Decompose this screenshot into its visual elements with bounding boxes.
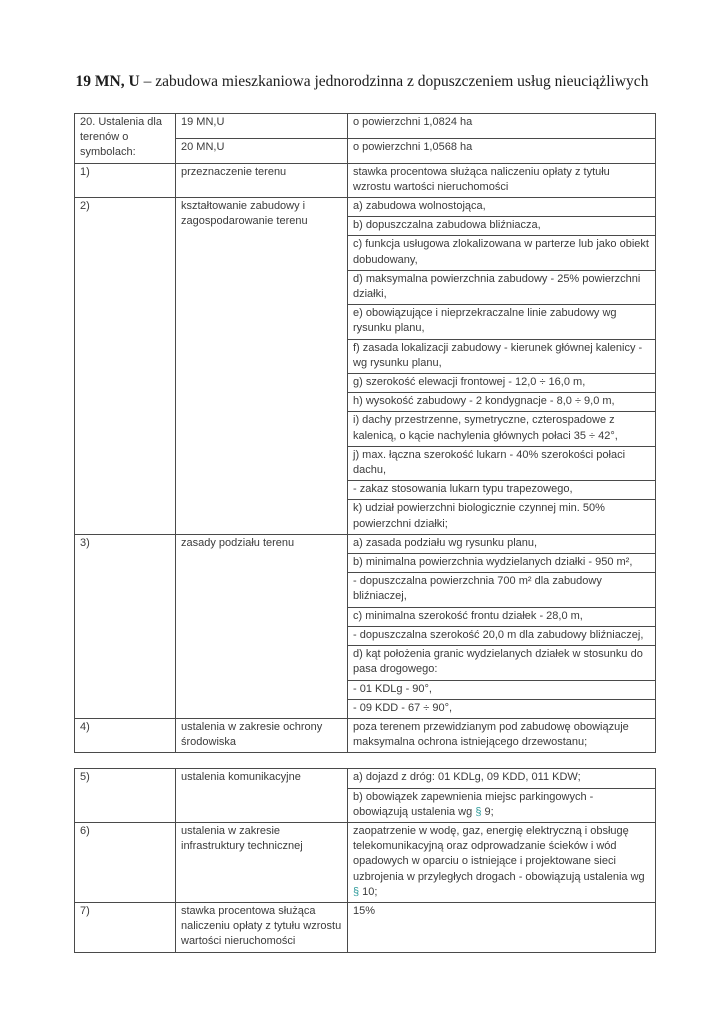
row-number: 4)	[75, 718, 176, 752]
page-title-symbol: 19 MN, U	[75, 73, 140, 90]
regulation-text: 9;	[481, 805, 494, 818]
regulation-item: - zakaz stosowania lukarn typu trapezowego,	[348, 481, 656, 500]
table-row-1	[75, 163, 656, 197]
regulation-item: - dopuszczalna powierzchnia 700 m² dla zabudowy bliźniaczej,	[348, 573, 656, 607]
row-number: 7)	[75, 902, 176, 952]
table-row-7	[75, 902, 656, 952]
row-number: 1)	[75, 163, 176, 197]
row-label: stawka procentowa służąca naliczeniu opłaty z tytułu wzrostu wartości nieruchomości	[176, 902, 348, 952]
regulation-item: k) udział powierzchni biologicznie czynnej min. 50% powierzchni działki;	[348, 500, 656, 534]
terrain-area-cell: o powierzchni 1,0568 ha	[348, 138, 656, 163]
regulation-text: zaopatrzenie w wodę, gaz, energię elektryczną i obsługę telekomunikacyjną oraz odprowadzanie ścieków i wód opadowych w oparciu o istniejące i projektowane sieci uzbrojenia w przyległych drogach - obowiązują ustalenia wg	[353, 824, 645, 883]
terrain-area-cell: o powierzchni 1,0824 ha	[348, 114, 656, 139]
regulation-text: 10;	[359, 885, 378, 898]
row-number: 6)	[75, 822, 176, 902]
regulation-item: a) zasada podziału wg rysunku planu,	[348, 534, 656, 553]
row-label: ustalenia w zakresie ochrony środowiska	[176, 718, 348, 752]
regulation-item: b) minimalna powierzchnia wydzielanych działki - 950 m²,	[348, 554, 656, 573]
row-content	[348, 822, 656, 902]
terrain-symbol-cell: 19 MN,U	[176, 114, 348, 139]
regulation-item: f) zasada lokalizacji zabudowy - kierunek głównej kalenicy - wg rysunku planu,	[348, 339, 656, 373]
section-symbol: §	[353, 885, 360, 898]
regulation-item: g) szerokość elewacji frontowej - 12,0 ÷ 16,0 m,	[348, 374, 656, 393]
regulation-item: b) dopuszczalna zabudowa bliźniacza,	[348, 217, 656, 236]
table-row-3	[75, 534, 656, 553]
regulation-item: - 09 KDD - 67 ÷ 90°,	[348, 699, 656, 718]
corner-label-cell: 20. Ustalenia dla terenów o symbolach:	[75, 114, 176, 164]
regulation-item: j) max. łączna szerokość lukarn - 40% szerokości połaci dachu,	[348, 446, 656, 480]
row-label: kształtowanie zabudowy i zagospodarowanie terenu	[176, 198, 348, 535]
table-row-5	[75, 769, 656, 788]
regulation-item: d) kąt położenia granic wydzielanych działek w stosunku do pasa drogowego:	[348, 646, 656, 680]
row-content: 15%	[348, 902, 656, 952]
row-label: ustalenia komunikacyjne	[176, 769, 348, 823]
page-title	[0, 0, 724, 91]
regulation-item: a) dojazd z dróg: 01 KDLg, 09 KDD, 011 KDW;	[348, 769, 656, 788]
regulation-item: - 01 KDLg - 90°,	[348, 680, 656, 699]
row-number: 2)	[75, 198, 176, 535]
row-content: poza terenem przewidzianym pod zabudowę obowiązuje maksymalna ochrona istniejącego drzewostanu;	[348, 718, 656, 752]
regulation-item: d) maksymalna powierzchnia zabudowy - 25% powierzchni działki,	[348, 270, 656, 304]
regulation-item: i) dachy przestrzenne, symetryczne, czterospadowe z kalenicą, o kącie nachylenia głównych połaci 35 ÷ 42°,	[348, 412, 656, 446]
regulation-text: b) obowiązek zapewnienia miejsc parkingowych - obowiązują ustalenia wg	[353, 790, 594, 818]
regulation-item	[348, 788, 656, 822]
table-row-6	[75, 822, 656, 902]
regulation-item: - dopuszczalna szerokość 20,0 m dla zabudowy bliźniaczej,	[348, 626, 656, 645]
section-symbol: §	[475, 805, 482, 818]
row-label: ustalenia w zakresie infrastruktury technicznej	[176, 822, 348, 902]
row-content: stawka procentowa służąca naliczeniu opłaty z tytułu wzrostu wartości nieruchomości	[348, 163, 656, 197]
regulation-item: c) funkcja usługowa zlokalizowana w parterze lub jako obiekt dobudowany,	[348, 236, 656, 270]
terrain-symbol-cell: 20 MN,U	[176, 138, 348, 163]
row-number: 5)	[75, 769, 176, 823]
regulation-item: e) obowiązujące i nieprzekraczalne linie zabudowy wg rysunku planu,	[348, 305, 656, 339]
plan-regulations-table-secondary	[74, 768, 656, 952]
table-row-4	[75, 718, 656, 752]
table-row-2	[75, 198, 656, 217]
row-number: 3)	[75, 534, 176, 718]
regulation-item: h) wysokość zabudowy - 2 kondygnacje - 8,0 ÷ 9,0 m,	[348, 393, 656, 412]
plan-regulations-table-main	[74, 113, 656, 753]
table-row-header-1	[75, 114, 656, 139]
row-label: zasady podziału terenu	[176, 534, 348, 718]
regulation-item: a) zabudowa wolnostojąca,	[348, 198, 656, 217]
row-label: przeznaczenie terenu	[176, 163, 348, 197]
page-title-description: – zabudowa mieszkaniowa jednorodzinna z dopuszczeniem usług nieuciążliwych	[139, 73, 649, 90]
regulation-item: c) minimalna szerokość frontu działek - 28,0 m,	[348, 607, 656, 626]
